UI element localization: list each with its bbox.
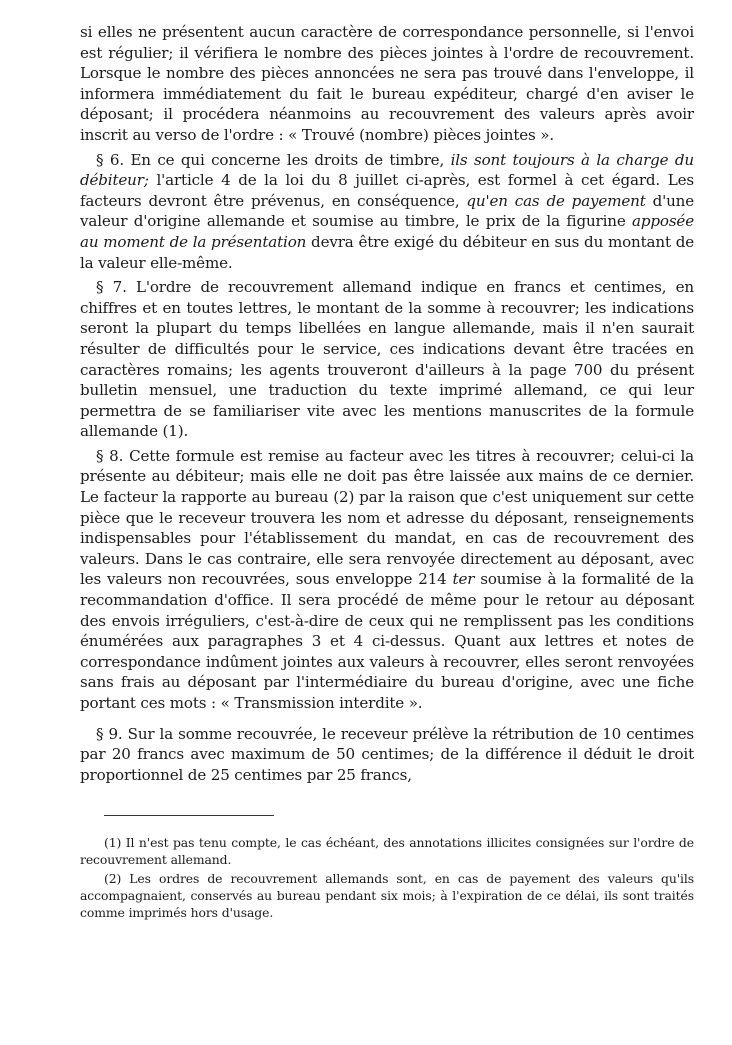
paragraph-section-7	[80, 277, 694, 442]
paragraph-text: si elles ne présentent aucun caractère de correspondance personnelle, si l'envoi est régulier; il vérifiera le nombre des pièces jointes à l'ordre de recouvrement. Lorsque le nombre des pièces annoncées ne sera pas trouvé dans l'enveloppe, il informera immédiatement du fait le bureau expéditeur, chargé d'en aviser le déposant; il procédera néanmoins au recouvrement des valeurs après avoir inscrit au verso de l'ordre : « Trouvé (nombre) pièces jointes ».	[80, 23, 694, 144]
paragraph-text: devra être exigé du débiteur en sus du montant de la valeur elle-même.	[80, 232, 694, 272]
section-number: § 6.	[96, 150, 124, 169]
paragraph-section-8	[80, 446, 694, 714]
paragraph-text: En ce qui concerne les droits de timbre,	[130, 150, 451, 169]
paragraph-text: Sur la somme recouvrée, le receveur prélève la rétribution de 10 centimes par 20 francs avec maximum de 50 centimes; de la différence il déduit le droit proportionnel de 25 centimes par 25 francs,	[80, 724, 694, 784]
main-text	[80, 22, 694, 785]
paragraph-emphasis: qu'en cas de payement	[466, 191, 646, 210]
paragraph-continuation	[80, 22, 694, 146]
footnote-2: (2) Les ordres de recouvrement allemands sont, en cas de payement des valeurs qu'ils accompagnaient, conservés au bureau pendant six mois; à l'expiration de ce délai, ils sont traités comme imprimés hors d'usage.	[80, 871, 694, 921]
paragraph-section-9	[80, 724, 694, 786]
paragraph-emphasis: apposée au moment de la présentation	[80, 212, 694, 251]
paragraph-text: L'ordre de recouvrement allemand indique en francs et centimes, en chiffres et en toutes lettres, le montant de la somme à recouvrer; les indications seront la plupart du temps libellées en langue allemande, mais il n'en saurait résulter de difficultés pour le service, ces indications devant être tracées en caractères romains; les agents trouveront d'ailleurs à la page 700 du présent bulletin mensuel, une traduction du texte imprimé allemand, ce qui leur permettra de se familiariser vite avec les mentions manuscrites de la formule allemande (1).	[80, 278, 694, 441]
footnotes	[80, 834, 694, 921]
section-number: § 9.	[96, 724, 123, 743]
paragraph-text: l'article 4 de la loi du 8 juillet ci-après, est formel à cet égard. Les facteurs devront être prévenus, en conséquence,	[80, 171, 694, 210]
paragraph-section-6	[80, 150, 694, 274]
section-number: § 8.	[96, 446, 124, 465]
paragraph-text: Cette formule est remise au facteur avec les titres à recouvrer; celui-ci la présente au débiteur; mais elle ne doit pas être laissée aux mains de ce dernier. Le facteur la rapporte au bureau (2) par la raison que c'est uniquement sur cette pièce que le receveur trouvera les nom et adresse du déposant, renseignements indispensables pour l'établissement du mandat, en cas de recouvrement des valeurs. Dans le cas contraire, elle sera renvoyée directement au déposant, avec les valeurs non recouvrées, sous enveloppe 214	[80, 446, 694, 589]
paragraph-text: soumise à la formalité de la recommandation d'office. Il sera procédé de même pour le retour au déposant des envois irréguliers, c'est-à-dire de ceux qui ne remplissent pas les conditions énumérées aux paragraphes 3 et 4 ci-dessus. Quant aux lettres et notes de correspondance indûment jointes aux valeurs à recouvrer, elles seront renvoyées sans frais au déposant par l'intermédiaire du bureau d'origine, avec une fiche portant ces mots : « Transmission interdite ».	[80, 570, 694, 712]
section-number: § 7.	[96, 278, 127, 297]
footnote-divider	[104, 815, 274, 816]
paragraph-emphasis: ils sont toujours à la charge du débiteur;	[80, 150, 694, 190]
paragraph-emphasis: ter	[452, 570, 475, 589]
footnote-1: (1) Il n'est pas tenu compte, le cas échéant, des annotations illicites consignées sur l'ordre de recouvrement allemand.	[80, 835, 694, 868]
paragraph-text: d'une valeur d'origine allemande et soumise au timbre, le prix de la figurine	[80, 191, 695, 231]
document-page	[80, 22, 694, 923]
